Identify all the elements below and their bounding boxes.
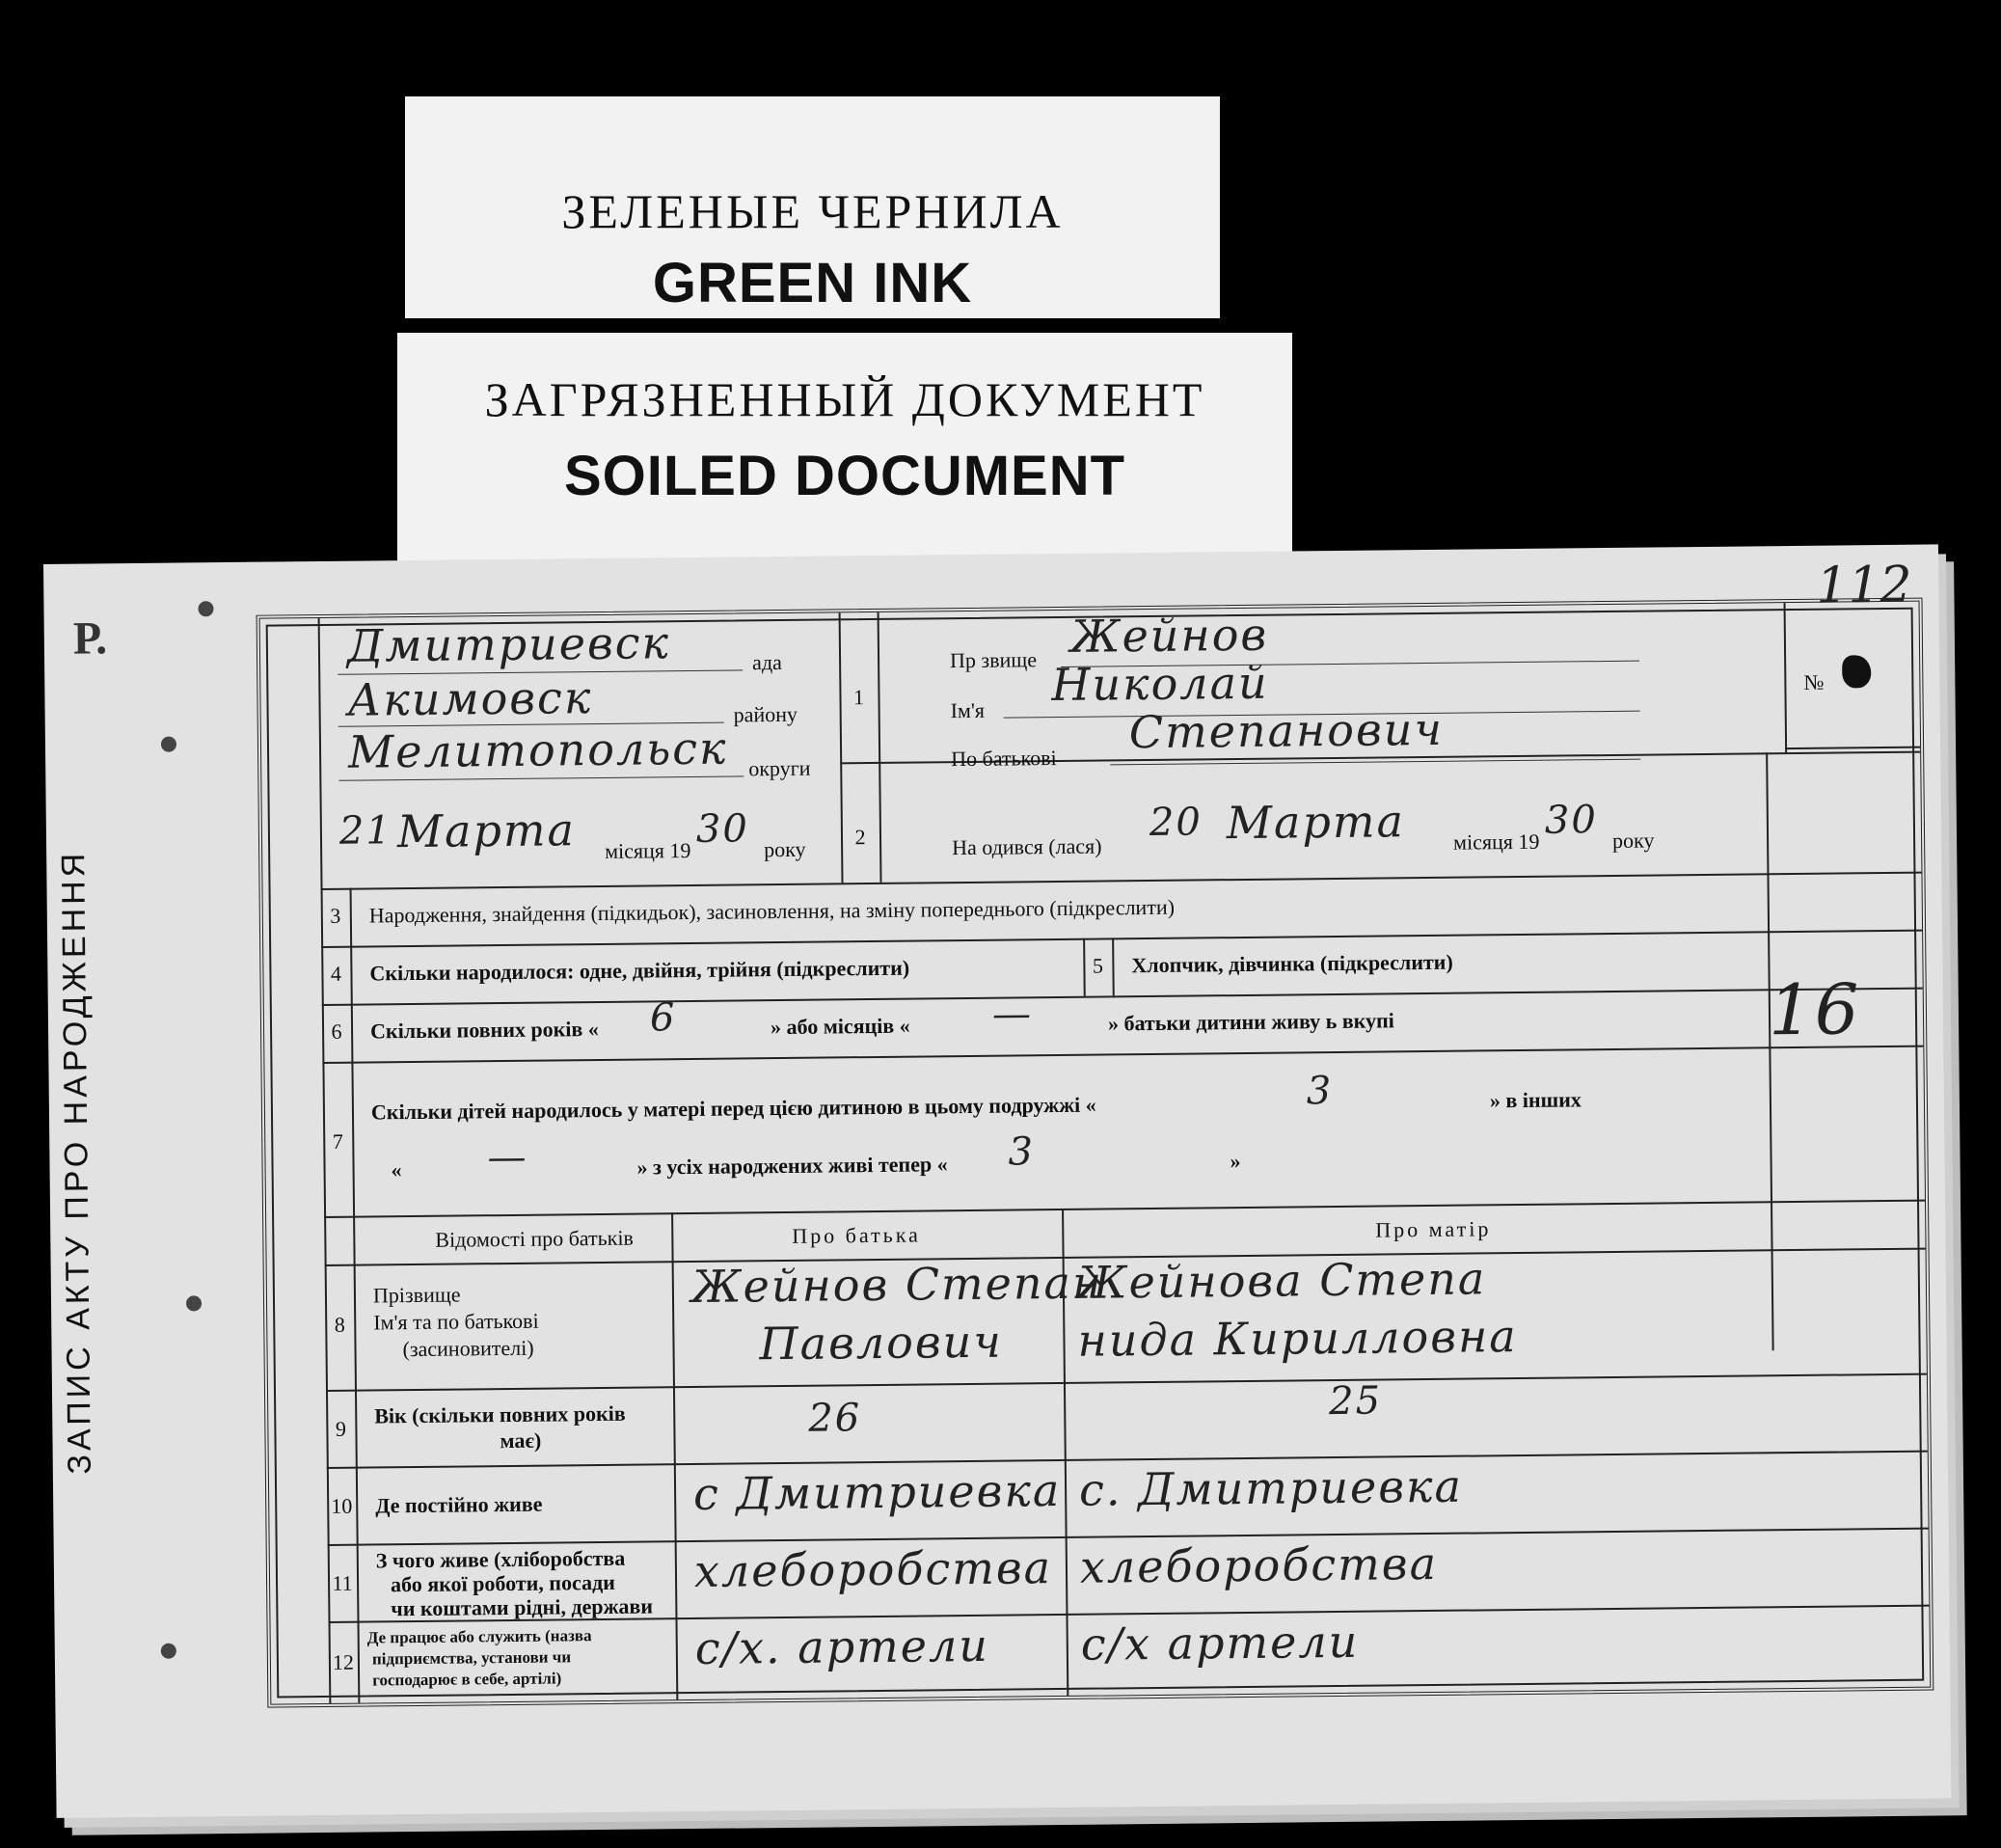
row-number: 5 [1092, 953, 1104, 978]
okrug-handwritten: Мелитопольск [347, 721, 728, 778]
patronymic-label: По батькові [951, 746, 1057, 772]
birth-year-label: року [1611, 828, 1655, 853]
mother-residence: с. Дмитриевка [1078, 1459, 1464, 1516]
row-number: 6 [331, 1019, 342, 1044]
row-number: 7 [332, 1128, 343, 1154]
soiled-document-label-ru: ЗАГРЯЗНЕННЫЙ ДОКУМЕНТ [484, 372, 1205, 426]
divider [324, 1200, 1925, 1218]
name-label: Ім'я [950, 697, 986, 723]
divider [1766, 752, 1773, 1350]
birth-day: 20 [1149, 800, 1203, 846]
row-number: 10 [331, 1493, 353, 1518]
row7-text-b: » в інших [1489, 1087, 1582, 1113]
father-workplace: с/х. артели [694, 1618, 990, 1674]
row8-label: (засиновителі) [402, 1335, 534, 1362]
council-handwritten: Дмитриевск [346, 616, 671, 672]
row3-text: Народження, знайдення (підкидьок), засиновлення, на зміну попереднього (підкреслити) [368, 894, 1176, 928]
child-name: Николай [1051, 656, 1269, 712]
soiled-document-label-en: SOILED DOCUMENT [563, 445, 1126, 507]
row12-label: господарює в себе, артілі) [372, 1669, 562, 1690]
row12-label: підприємства, установи чи [371, 1647, 572, 1669]
row11-label: чи коштами рідні, держави [391, 1593, 654, 1621]
soiled-document-label-card [397, 333, 1292, 574]
row7-text-e: » [1230, 1149, 1241, 1174]
row-number: 8 [334, 1312, 345, 1337]
row8-label: Прізвище [372, 1282, 461, 1308]
row9-label: має) [500, 1427, 542, 1454]
row7-text-c: « [391, 1157, 402, 1182]
father-full-name-1: Жейнов Степан [690, 1256, 1104, 1314]
birth-year: 30 [1544, 798, 1599, 843]
row-number: 11 [332, 1570, 353, 1595]
row10-label: Де постійно живе [375, 1491, 543, 1518]
father-column-header: Про батька [792, 1222, 922, 1248]
green-ink-label-card [405, 96, 1220, 318]
birth-month: Марта [1226, 795, 1406, 850]
okrug-label: округи [748, 755, 811, 781]
mother-column-header: Про матір [1375, 1216, 1492, 1242]
children-this-marriage: 3 [1306, 1069, 1334, 1114]
mother-full-name-1: Жейнова Степа [1076, 1252, 1487, 1309]
born-label: На одився (лася) [951, 833, 1102, 860]
row-number: 9 [335, 1416, 347, 1441]
ink-blot [1842, 655, 1871, 688]
divider [321, 872, 1922, 890]
child-patronymic: Степанович [1128, 702, 1445, 759]
binding-hole [186, 1295, 202, 1311]
registration-month-label: місяця 19 [605, 837, 691, 863]
council-label: ада [751, 649, 782, 675]
children-alive: 3 [1008, 1129, 1036, 1175]
row4-text: Скільки народилося: одне, двійня, трійня (підкреслити) [369, 955, 910, 986]
row-number: 4 [330, 961, 342, 986]
divider [318, 618, 332, 1703]
row8-label: Ім'я та по батькові [373, 1308, 539, 1335]
row5-text: Хлопчик, дівчинка (підкреслити) [1131, 949, 1453, 978]
row11-label: З чого живе (хліборобства [375, 1545, 626, 1573]
margin-mark: 16 [1768, 968, 1861, 1051]
years-together: 6 [649, 995, 677, 1041]
row-number: 1 [852, 685, 865, 710]
row7-text-a: Скільки дітей народилось у матері перед цією дитиною в цьому подружжі « [370, 1092, 1096, 1125]
record-number-label: № [1803, 669, 1825, 694]
child-surname: Жейнов [1069, 608, 1269, 663]
row7-text-d: » з усіх народжених живі тепер « [636, 1152, 948, 1180]
row-number: 2 [854, 825, 866, 850]
birth-record-sheet [43, 544, 1952, 1818]
district-label: району [733, 701, 798, 727]
row11-label: або якої роботи, посади [390, 1569, 615, 1597]
father-age: 26 [808, 1396, 862, 1441]
children-other: — [487, 1134, 528, 1181]
father-residence: с Дмитриевка [692, 1464, 1062, 1520]
divider [1784, 603, 1788, 752]
binding-hole [161, 737, 176, 752]
corner-letter: Р. [72, 612, 108, 665]
registration-day: 21 [338, 808, 393, 854]
page-number: 112 [1816, 556, 1912, 615]
mother-occupation: хлеборобства [1079, 1536, 1439, 1593]
divider [321, 930, 1922, 948]
father-full-name-2: Павлович [759, 1315, 1004, 1371]
green-ink-label-ru: ЗЕЛЕНЫЕ ЧЕРНИЛА [561, 184, 1064, 238]
divider [322, 1046, 1923, 1064]
divider [350, 888, 356, 1216]
row6-text-b: » або місяців « [770, 1013, 910, 1040]
row12-label: Де працює або служить (назва [366, 1626, 592, 1647]
green-ink-label-en: GREEN INK [652, 252, 973, 314]
row-number: 12 [332, 1649, 355, 1674]
row6-text-c: » батьки дитини живу ь вкупі [1107, 1008, 1394, 1036]
row9-label: Вік (скільки повних років [374, 1400, 626, 1428]
mother-full-name-2: нида Кирилловна [1077, 1310, 1518, 1367]
mother-age: 25 [1328, 1378, 1383, 1425]
district-handwritten: Акимовск [347, 671, 593, 726]
father-occupation: хлеборобства [693, 1541, 1053, 1597]
binding-hole [198, 601, 213, 616]
row-number: 3 [330, 903, 341, 928]
months-together: — [991, 992, 1034, 1037]
parents-info-header: Відомості про батьків [435, 1225, 635, 1252]
row6-text-a: Скільки повних років « [369, 1016, 599, 1044]
registration-year: 30 [695, 806, 750, 852]
divider [671, 1212, 678, 1699]
side-title: ЗАПИС АКТУ ПРО НАРОДЖЕННЯ [55, 849, 98, 1475]
divider [353, 1216, 360, 1703]
divider [1785, 747, 1920, 749]
birth-month-label: місяця 19 [1452, 829, 1540, 855]
registration-month: Марта [396, 803, 577, 858]
birth-record-form [257, 598, 1934, 1708]
mother-workplace: с/х артели [1080, 1615, 1360, 1671]
binding-hole [161, 1644, 176, 1659]
divider [322, 988, 1923, 1006]
registration-year-label: року [764, 836, 806, 862]
divider [326, 1373, 1927, 1392]
surname-label: Пр звище [949, 647, 1038, 673]
